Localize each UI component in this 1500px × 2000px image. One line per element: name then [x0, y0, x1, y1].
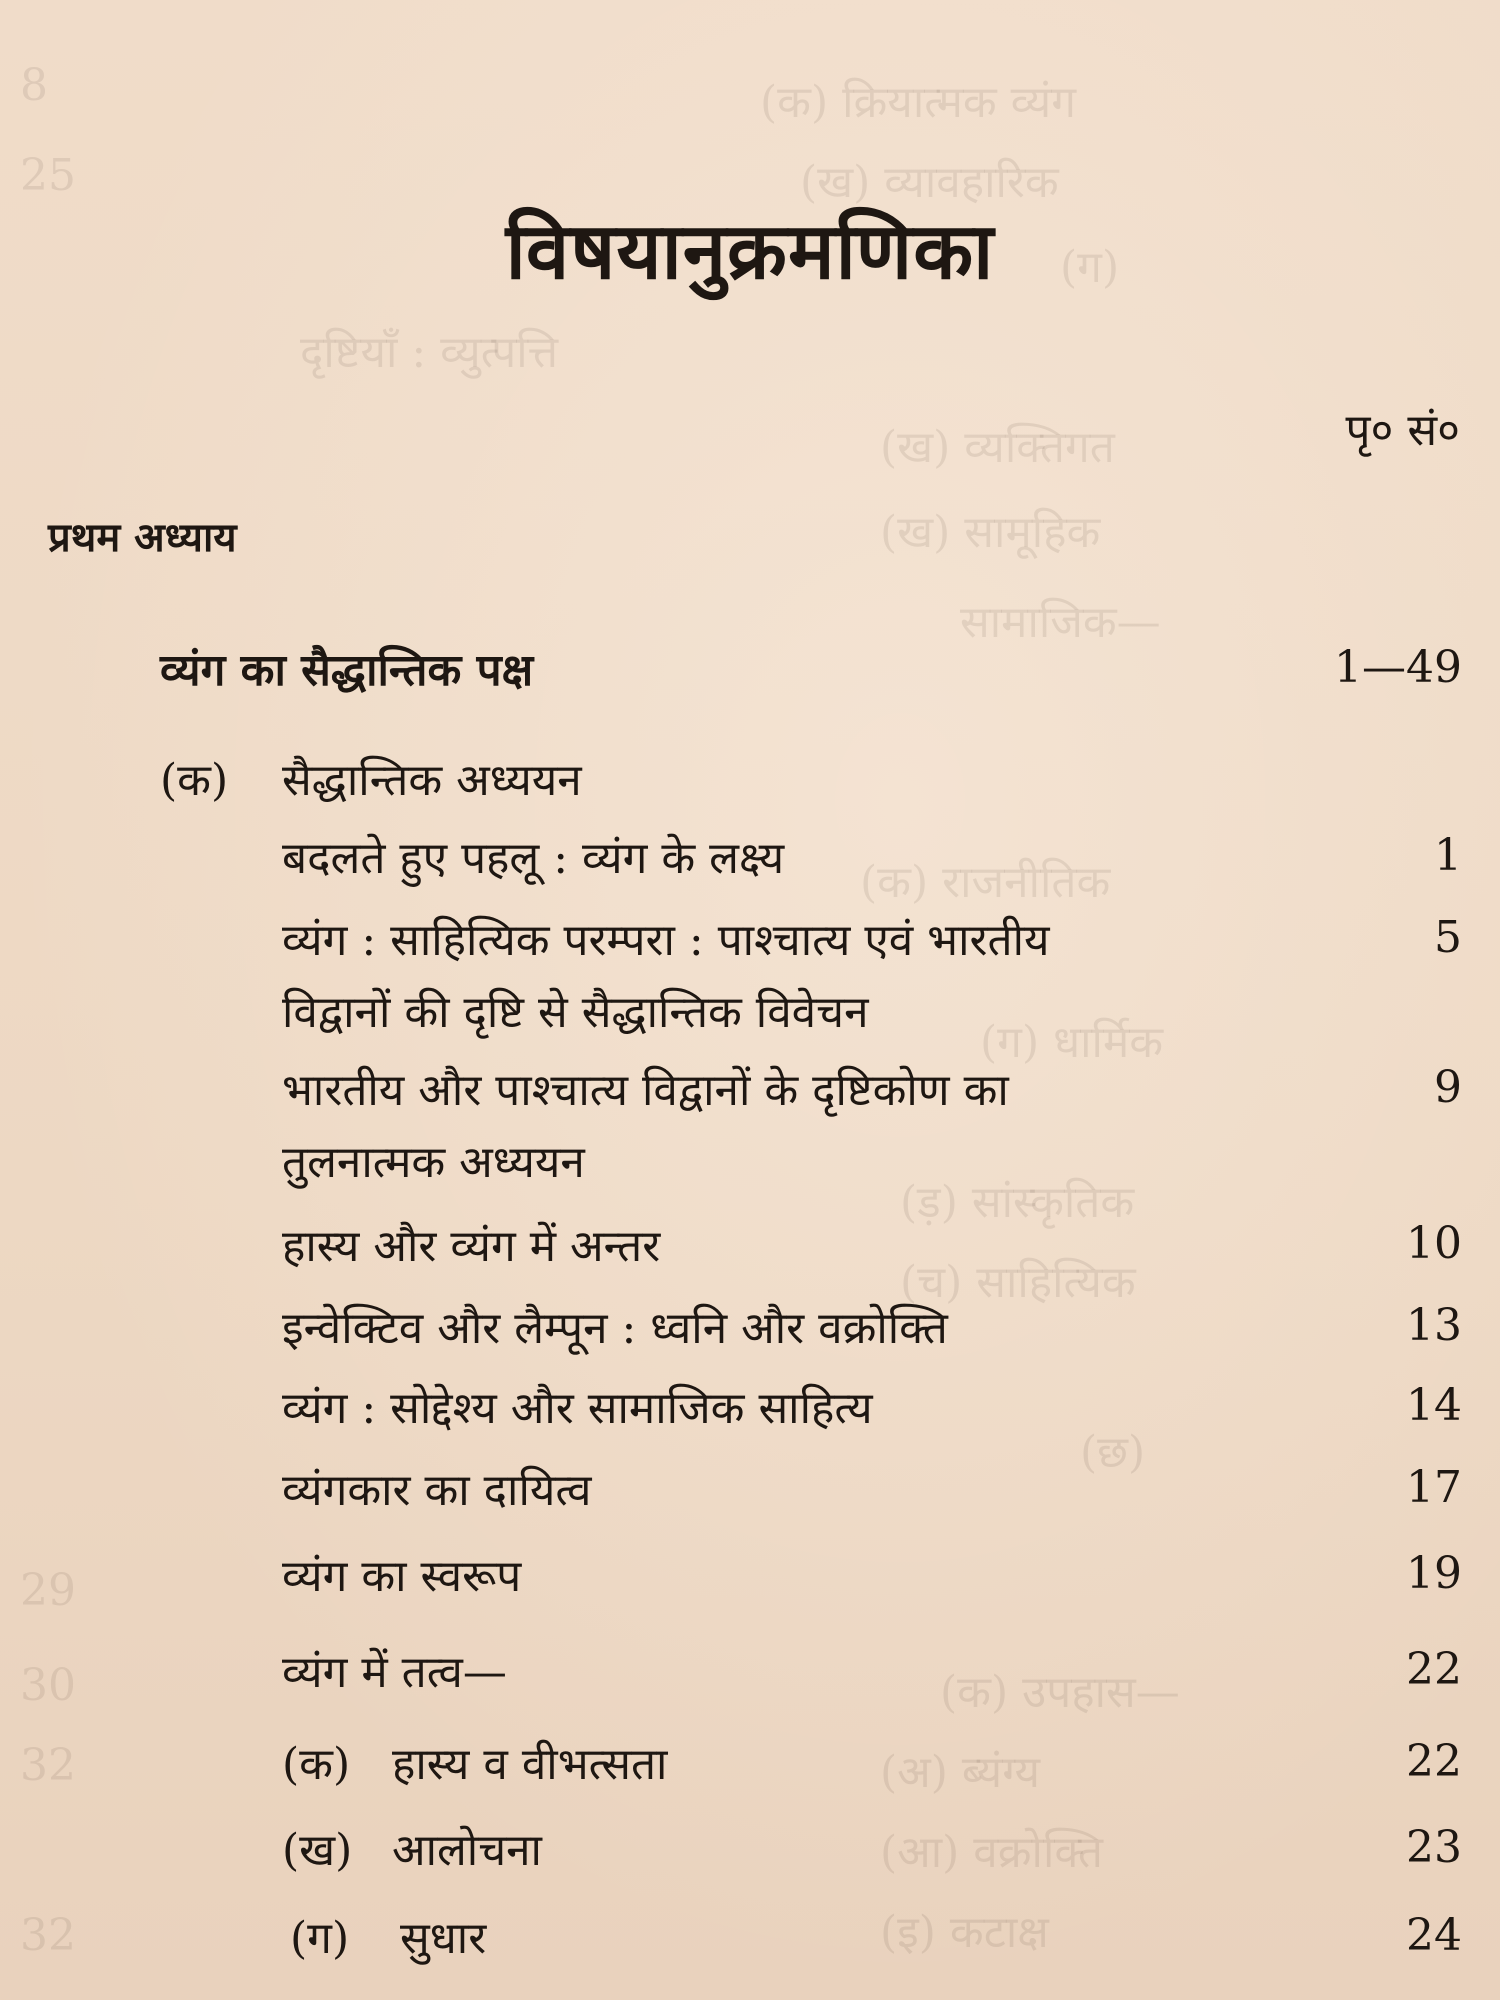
subentry-text: आलोचना [392, 1825, 542, 1876]
subentry-marker: (ख) [282, 1825, 353, 1876]
toc-entry-page: 22 [1406, 1644, 1462, 1695]
toc-entry-page: 17 [1406, 1462, 1462, 1513]
toc-entry-page: 13 [1406, 1300, 1462, 1351]
subentry-text: हास्य व वीभत्सता [392, 1739, 668, 1790]
toc-subentry [290, 1910, 486, 1968]
subentry-marker: (क) [282, 1739, 351, 1790]
toc-entry-page: 9 [1434, 1062, 1462, 1113]
toc-subentry [282, 1822, 542, 1880]
toc-entry-text: हास्य और व्यंग में अन्तर [282, 1221, 661, 1272]
section-page-range: 1—49 [1334, 642, 1462, 693]
subsection-heading [160, 752, 582, 810]
toc-entry-text: व्यंगकार का दायित्व [282, 1465, 592, 1516]
toc-entry-text: व्यंग में तत्व— [282, 1647, 507, 1698]
subsection-title: सैद्धान्तिक अध्ययन [282, 755, 582, 806]
toc-entry-text: व्यंग : सोद्देश्य और सामाजिक साहित्य [282, 1383, 873, 1434]
toc-entry-text: बदलते हुए पहलू : व्यंग के लक्ष्य [282, 833, 785, 884]
toc-entry-page: 1 [1434, 830, 1462, 881]
bleed-through-texture: (क) क्रियात्मक व्यंग (ख) व्यावहारिक (ग) दृष्टियाँ : व्युत्पत्ति (ख) व्यक्तिगत (ख) सामूहिक सामाजिक— (क) राजनीतिक (ग) धार्मिक (ड़) सांस्कृतिक (च) साहित्यिक (छ) (क) उपहास— (अ) ब्यंग्य (आ) वक्रोक्ति (इ) कटाक्ष 8 25 29 30 32 32 [20, 60, 1180, 1961]
chapter-heading: प्रथम अध्याय [48, 514, 237, 561]
toc-entry-page: 14 [1406, 1380, 1462, 1431]
toc-subentry-page: 23 [1406, 1822, 1462, 1873]
toc-entry-text-continued: तुलनात्मक अध्ययन [282, 1137, 585, 1188]
toc-entry-text: भारतीय और पाश्चात्य विद्वानों के दृष्टिकोण का [282, 1065, 1009, 1116]
toc-subentry [282, 1736, 667, 1794]
subentry-text: सुधार [400, 1913, 487, 1964]
page-number-column-label: पृ० सं० [1345, 405, 1460, 456]
toc-entry-page: 19 [1406, 1548, 1462, 1599]
section-title: व्यंग का सैद्धान्तिक पक्ष [160, 645, 534, 696]
page-title: विषयानुक्रमणिका [505, 206, 995, 297]
subentry-marker: (ग) [290, 1913, 350, 1964]
toc-subentry-page: 24 [1406, 1910, 1462, 1961]
subsection-marker: (क) [160, 755, 229, 806]
toc-entry-text: व्यंग : साहित्यिक परम्परा : पाश्चात्य एवं भारतीय [282, 915, 1050, 966]
toc-entry-page: 5 [1434, 912, 1462, 963]
toc-entry-text: इन्वेक्टिव और लैम्पून : ध्वनि और वक्रोक्ति [282, 1303, 948, 1354]
toc-entry-text-continued: विद्वानों की दृष्टि से सैद्धान्तिक विवेचन [282, 987, 869, 1038]
toc-entry-page: 10 [1406, 1218, 1462, 1269]
toc-subentry-page: 22 [1406, 1736, 1462, 1787]
toc-entry-text: व्यंग का स्वरूप [282, 1551, 522, 1602]
